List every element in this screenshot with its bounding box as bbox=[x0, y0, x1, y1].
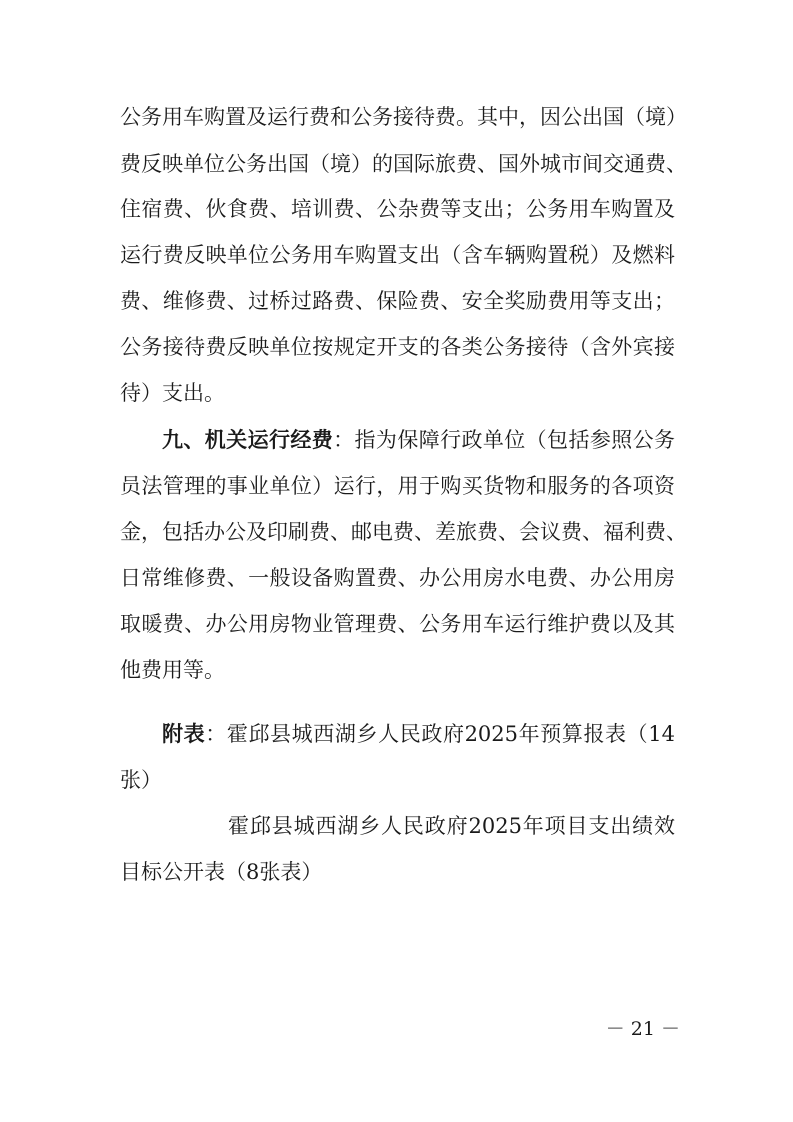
text-line: 运行费反映单位公务用车购置支出（含车辆购置税）及燃料 bbox=[120, 243, 675, 267]
text-line: 取暖费、办公用房物业管理费、公务用车运行维护费以及其 bbox=[120, 612, 675, 636]
text-line: 金，包括办公及印刷费、邮电费、差旅费、会议费、福利费、 bbox=[120, 520, 687, 544]
text-line: 目标公开表（8张表） bbox=[120, 860, 323, 884]
attachment-item-performance-targets: 霍邱县城西湖乡人民政府2025年项目支出绩效 bbox=[228, 814, 675, 838]
attachments-label: 附表 bbox=[162, 721, 206, 746]
text-line: 费、维修费、过桥过路费、保险费、安全奖励费用等支出； bbox=[120, 289, 675, 313]
attachment-text: ：霍邱县城西湖乡人民政府2025年预算报表（14 bbox=[205, 722, 676, 746]
text-line: 公务接待费反映单位按规定开支的各类公务接待（含外宾接 bbox=[120, 335, 675, 359]
text-line: 费反映单位公务出国（境）的国际旅费、国外城市间交通费、 bbox=[120, 152, 687, 176]
text-line: 他费用等。 bbox=[120, 658, 225, 682]
page-number: － 21 － bbox=[605, 1018, 680, 1040]
text-line: 张） bbox=[120, 768, 162, 792]
text-line: 待）支出。 bbox=[120, 381, 225, 405]
section-definition: ：指为保障行政单位（包括参照公务 bbox=[333, 428, 676, 452]
text-line: 员法管理的事业单位）运行，用于购买货物和服务的各项资 bbox=[120, 474, 675, 498]
text-line: 公务用车购置及运行费和公务接待费。其中，因公出国（境） bbox=[120, 105, 687, 129]
attachment-item-budget-report bbox=[162, 720, 675, 748]
section-heading: 九、机关运行经费 bbox=[162, 427, 334, 452]
text-line: 住宿费、伙食费、培训费、公杂费等支出；公务用车购置及 bbox=[120, 197, 675, 221]
text-line bbox=[162, 426, 675, 454]
text-line: 日常维修费、一般设备购置费、办公用房水电费、办公用房 bbox=[120, 566, 675, 590]
